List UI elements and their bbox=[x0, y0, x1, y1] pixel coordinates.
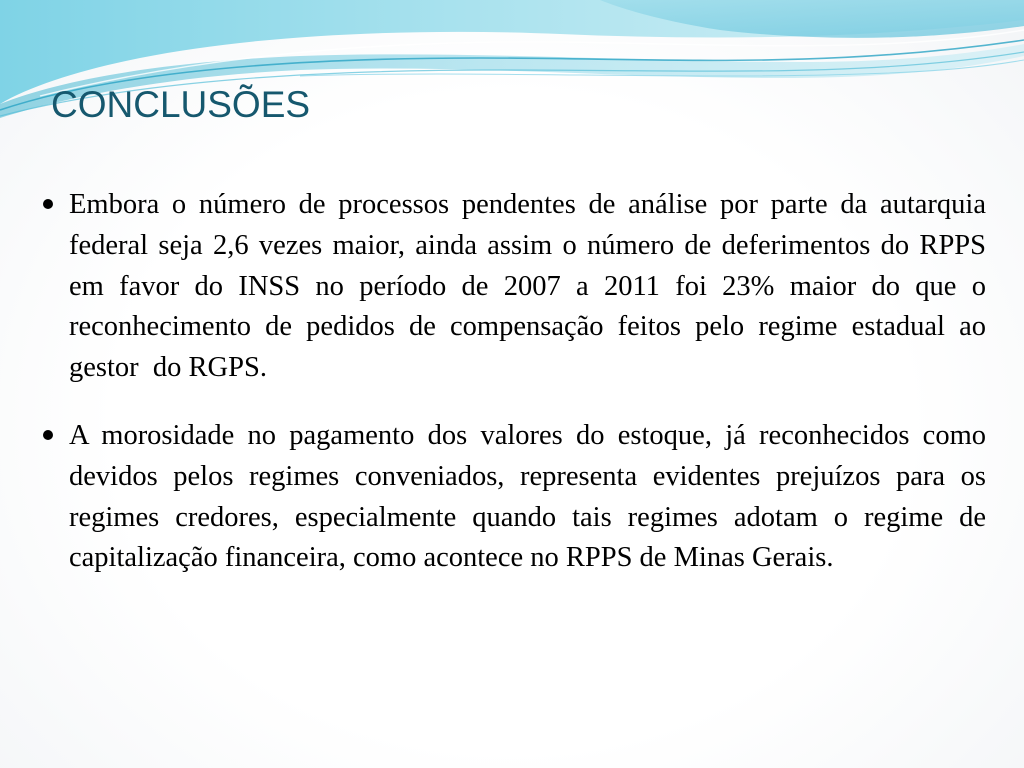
bullet-item bbox=[40, 185, 994, 389]
bullet-text: A morosidade no pagamento dos valores do estoque, já reconhecidos como devidos pelos regimes conveniados, representa evidentes prejuízos para os regimes credores, especialmente quando tais regimes adotam o regime de capitalização financeira, como acontece no RPPS de Minas Gerais. bbox=[69, 419, 994, 574]
bullet-text: Embora o número de processos pendentes de análise por parte da autarquia federal seja 2,6 vezes maior, ainda assim o número de deferimentos do RPPS em favor do INSS no período de 2007 a 2011 foi 23% maior do que o reconhecimento de pedidos de compensação feitos pelo regime estadual ao gestor do RGPS. bbox=[69, 189, 994, 384]
slide-title: CONCLUSÕES bbox=[51, 84, 311, 125]
bullet-item bbox=[40, 416, 994, 579]
bullet-dot-icon bbox=[43, 199, 53, 209]
bullet-dot-icon bbox=[43, 430, 53, 440]
bullet-list bbox=[40, 185, 994, 606]
